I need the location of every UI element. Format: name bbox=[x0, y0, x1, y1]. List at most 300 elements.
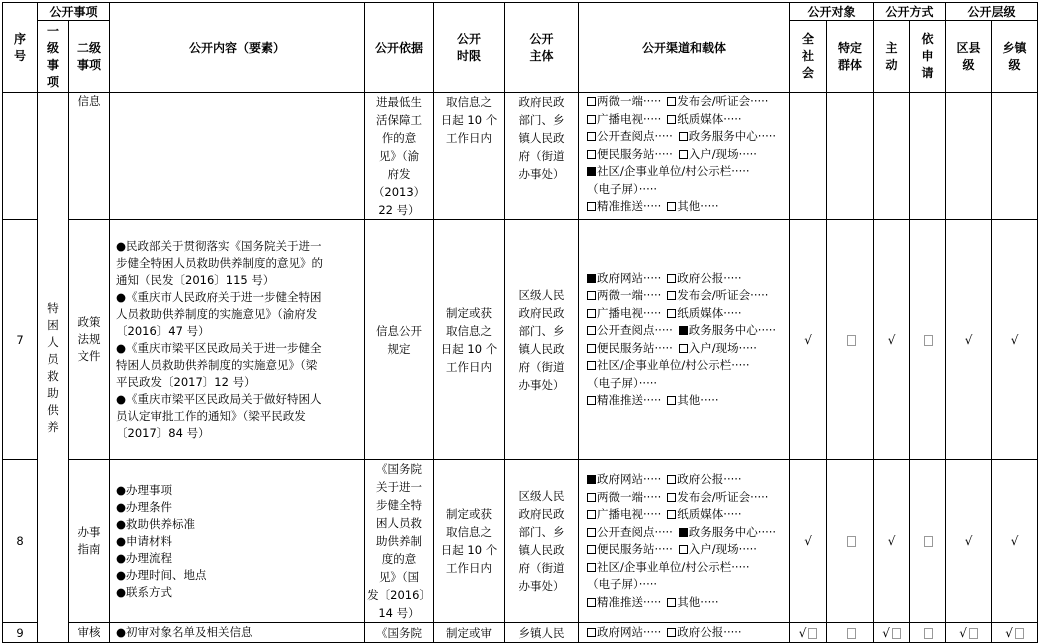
cell-line: 困人员救 bbox=[376, 516, 423, 530]
channel-line bbox=[587, 506, 787, 524]
mark-all-society-value: √ bbox=[804, 332, 812, 347]
cell-line: 《国务院 bbox=[376, 625, 423, 640]
cell-line: 取信息之 bbox=[446, 95, 493, 109]
secondary-item-label: 政策法规文件 bbox=[77, 315, 101, 363]
cell-line: 日起 10 个 bbox=[440, 341, 498, 356]
channel-item[interactable] bbox=[587, 490, 661, 504]
channel-item[interactable] bbox=[667, 472, 741, 486]
channel-label: 政府网站 bbox=[597, 472, 644, 486]
cell-line: 制定或获 bbox=[446, 305, 493, 320]
cell-lines bbox=[367, 93, 431, 219]
checkbox-icon[interactable] bbox=[667, 396, 676, 405]
col-neirong bbox=[110, 3, 365, 93]
mark-all-society-value: √ bbox=[804, 534, 812, 548]
channel-label: 社区/企事业单位/村公示栏 bbox=[597, 559, 732, 574]
dot-leader: ····· bbox=[643, 94, 662, 108]
dot-leader: ····· bbox=[723, 507, 742, 521]
channel-item[interactable] bbox=[587, 595, 661, 609]
channel-line bbox=[587, 559, 787, 577]
channel-item[interactable] bbox=[679, 341, 757, 355]
checkbox-icon[interactable] bbox=[679, 545, 688, 554]
disclosure-subject bbox=[505, 460, 579, 623]
dot-leader: ····· bbox=[731, 358, 750, 372]
channel-item[interactable] bbox=[587, 112, 661, 126]
channel-line bbox=[587, 524, 787, 542]
channel-item[interactable] bbox=[679, 525, 776, 539]
channel-item[interactable] bbox=[667, 94, 768, 108]
channel-item[interactable] bbox=[679, 323, 776, 337]
checkbox-icon[interactable] bbox=[667, 97, 676, 106]
col-zhuti: 公开主体 bbox=[505, 3, 579, 93]
channel-label: 政府公报 bbox=[677, 472, 724, 486]
dot-leader: ····· bbox=[750, 489, 769, 504]
cell-line: 政府民政 bbox=[518, 507, 565, 521]
dot-leader: ····· bbox=[643, 288, 662, 302]
cell-line: 府（街道 bbox=[518, 561, 565, 575]
channel-label: 广播电视 bbox=[597, 111, 644, 126]
checkbox-icon[interactable] bbox=[587, 115, 596, 124]
dot-leader: ····· bbox=[654, 340, 673, 355]
cell-line: 工作日内 bbox=[446, 561, 493, 575]
mark-county-level bbox=[946, 460, 992, 623]
channel-label: 其他 bbox=[677, 594, 701, 609]
channel-item[interactable] bbox=[679, 147, 757, 161]
checkbox-icon[interactable] bbox=[667, 475, 676, 484]
cell-line: 府发 bbox=[387, 167, 411, 181]
empty-box-icon bbox=[1015, 628, 1024, 639]
checkbox-icon[interactable] bbox=[587, 361, 596, 370]
col-yishenqing: 依申请 bbox=[910, 21, 946, 93]
channel-label: 便民服务站 bbox=[597, 542, 655, 556]
channel-line bbox=[587, 128, 787, 146]
empty-box-icon bbox=[847, 536, 856, 547]
dot-leader: ····· bbox=[643, 489, 662, 504]
channel-item[interactable] bbox=[587, 271, 661, 285]
cell-line: 镇人民政 bbox=[518, 341, 565, 356]
channel-label: 社区/企事业单位/村公示栏 bbox=[597, 164, 732, 178]
cell-lines bbox=[436, 505, 502, 577]
channel-label: 精准推送 bbox=[597, 594, 644, 609]
disclosure-content bbox=[110, 220, 365, 460]
checkbox-icon[interactable] bbox=[667, 291, 676, 300]
col-yiji: 一级事项 bbox=[38, 21, 69, 93]
channel-item[interactable] bbox=[587, 507, 661, 521]
cell-lines bbox=[436, 93, 502, 147]
dot-leader: ····· bbox=[654, 129, 673, 143]
channel-item[interactable] bbox=[587, 199, 661, 213]
mark-proactive bbox=[874, 220, 910, 460]
cell-lines bbox=[367, 460, 431, 622]
channel-label: 发布会/听证会 bbox=[677, 288, 751, 302]
cell-line: 关于进一 bbox=[376, 480, 423, 494]
channel-line bbox=[587, 146, 787, 164]
cell-line: 见》（渝 bbox=[378, 149, 420, 163]
channel-item[interactable] bbox=[667, 112, 741, 126]
channel-label: 广播电视 bbox=[597, 305, 644, 320]
cell-line: 22 号） bbox=[378, 203, 420, 217]
dot-leader: ····· bbox=[643, 472, 662, 486]
checkbox-icon[interactable] bbox=[667, 628, 676, 637]
channel-item[interactable] bbox=[587, 288, 661, 302]
cell-lines bbox=[507, 286, 576, 394]
cell-line: ●《重庆市梁平区民政局关于进一步健全 bbox=[116, 340, 322, 355]
dot-leader: ····· bbox=[757, 323, 777, 337]
mark-county-level-value: √ bbox=[959, 625, 967, 640]
empty-box-icon bbox=[924, 335, 933, 346]
channel-item[interactable] bbox=[667, 306, 741, 320]
mark-all-society bbox=[790, 93, 827, 220]
cell-line: 政府民政 bbox=[518, 305, 565, 320]
dot-leader: ····· bbox=[723, 624, 742, 639]
cell-lines bbox=[507, 624, 576, 642]
dot-leader: ····· bbox=[638, 375, 658, 390]
dot-leader: ····· bbox=[723, 305, 742, 320]
mark-county-level-value: √ bbox=[964, 534, 973, 548]
empty-box-icon bbox=[892, 628, 901, 639]
primary-item-cell bbox=[38, 93, 69, 643]
dot-leader: ····· bbox=[654, 146, 673, 161]
channel-label: 纸质媒体 bbox=[677, 111, 724, 126]
cell-line: 办事处） bbox=[518, 167, 565, 181]
col-erji: 二级事项 bbox=[69, 21, 110, 93]
checkbox-icon[interactable] bbox=[587, 97, 596, 106]
cell-lines bbox=[116, 624, 362, 641]
channel-line bbox=[587, 489, 787, 507]
checked-box-icon[interactable] bbox=[679, 528, 688, 537]
disclosure-subject bbox=[505, 93, 579, 220]
disclosure-channels bbox=[579, 220, 790, 460]
cell-line: 府（街道 bbox=[518, 149, 565, 163]
disclosure-basis bbox=[365, 93, 434, 220]
cell-line: 平民政发〔2017〕12 号） bbox=[116, 374, 256, 389]
dot-leader: ····· bbox=[643, 270, 662, 285]
channel-line bbox=[587, 392, 787, 410]
channel-line bbox=[587, 270, 787, 288]
checkbox-icon[interactable] bbox=[667, 309, 676, 318]
cell-line: ●联系方式 bbox=[116, 584, 173, 599]
channel-line bbox=[587, 340, 787, 358]
channel-label: 公开查阅点 bbox=[597, 129, 655, 143]
cell-line: ●初审对象名单及相关信息 bbox=[116, 625, 253, 639]
channel-label: 精准推送 bbox=[597, 199, 644, 213]
channel-item[interactable] bbox=[667, 288, 768, 302]
disclosure-time-limit bbox=[434, 220, 505, 460]
checkbox-icon[interactable] bbox=[587, 132, 596, 141]
disclosure-basis bbox=[365, 623, 434, 643]
checkbox-icon[interactable] bbox=[587, 202, 596, 211]
empty-box-icon bbox=[969, 628, 978, 639]
col-qudao: 公开渠道和载体 bbox=[579, 3, 790, 93]
dot-leader: ····· bbox=[643, 111, 662, 126]
table-row bbox=[3, 623, 1038, 643]
dot-leader: ····· bbox=[654, 542, 673, 556]
channel-line bbox=[587, 541, 787, 559]
cell-line: ●办理时间、地点 bbox=[116, 567, 207, 582]
channel-label: （电子屏） bbox=[587, 181, 639, 196]
channel-item[interactable] bbox=[667, 595, 718, 609]
cell-line: 部门、乡 bbox=[518, 525, 565, 539]
col-quanshehui: 全社会 bbox=[790, 21, 827, 93]
mark-township-level bbox=[992, 220, 1038, 460]
disclosure-time-limit bbox=[434, 93, 505, 220]
checkbox-icon[interactable] bbox=[679, 150, 688, 159]
cell-lines bbox=[507, 93, 576, 183]
cell-line: 人员救助供养制度的实施意见》（渝府发 bbox=[116, 306, 318, 321]
cell-line: 规定 bbox=[387, 341, 411, 356]
mark-proactive-value: √ bbox=[887, 534, 896, 548]
disclosure-time-limit bbox=[434, 460, 505, 623]
mark-specific-group bbox=[827, 220, 874, 460]
cell-line: 14 号） bbox=[378, 606, 420, 620]
col-group-duixiang: 公开对象 bbox=[790, 3, 874, 21]
channel-label: 入户/现场 bbox=[688, 146, 739, 161]
channel-label: 入户/现场 bbox=[688, 542, 739, 556]
secondary-item-label: 信息 bbox=[77, 94, 101, 108]
cell-line: 部门、乡 bbox=[518, 323, 565, 338]
cell-line: ●办理条件 bbox=[116, 499, 173, 514]
checkbox-icon[interactable] bbox=[587, 628, 596, 637]
channel-item[interactable] bbox=[587, 323, 673, 337]
channel-label: 政府网站 bbox=[597, 270, 644, 285]
mark-township-level bbox=[992, 93, 1038, 220]
channel-line bbox=[587, 322, 787, 340]
channel-line bbox=[587, 357, 787, 375]
dot-leader: ····· bbox=[750, 288, 769, 302]
mark-township-level-value: √ bbox=[1005, 625, 1013, 640]
cell-line: 取信息之 bbox=[446, 323, 493, 338]
disclosure-channels bbox=[579, 460, 790, 623]
checked-box-icon[interactable] bbox=[587, 167, 596, 176]
channel-line bbox=[587, 576, 787, 594]
cell-line: ●《重庆市人民政府关于进一步健全特困 bbox=[116, 289, 322, 304]
mark-all-society-value: √ bbox=[798, 625, 807, 640]
mark-specific-group bbox=[827, 623, 874, 643]
channel-label: 公开查阅点 bbox=[597, 323, 655, 337]
channel-item[interactable] bbox=[587, 341, 673, 355]
cell-line: 办事处） bbox=[518, 377, 565, 392]
dot-leader: ····· bbox=[638, 181, 658, 196]
channel-item[interactable] bbox=[587, 129, 673, 143]
checkbox-icon[interactable] bbox=[587, 510, 596, 519]
mark-township-level bbox=[992, 623, 1038, 643]
mark-all-society bbox=[790, 460, 827, 623]
mark-on-request bbox=[910, 93, 946, 220]
checkbox-icon[interactable] bbox=[667, 598, 676, 607]
mark-all-society bbox=[790, 623, 827, 643]
secondary-item bbox=[69, 93, 110, 220]
col-quxian: 区县级 bbox=[946, 21, 992, 93]
dot-leader: ····· bbox=[738, 340, 757, 355]
mark-proactive bbox=[874, 623, 910, 643]
channel-line bbox=[587, 198, 787, 216]
channel-item[interactable] bbox=[587, 306, 661, 320]
cell-line: ●《重庆市梁平区民政局关于做好特困人 bbox=[116, 391, 322, 406]
channel-line bbox=[587, 93, 787, 111]
channel-label: 两微一端 bbox=[597, 489, 644, 504]
channel-label: 便民服务站 bbox=[597, 146, 655, 161]
col-group-shixiang: 公开事项 bbox=[38, 3, 110, 21]
cell-line: 取信息之 bbox=[446, 525, 493, 539]
mark-township-level-value: √ bbox=[1010, 534, 1019, 548]
cell-line: ●申请材料 bbox=[116, 533, 173, 548]
channel-item[interactable] bbox=[679, 542, 757, 556]
cell-line: ●办理流程 bbox=[116, 550, 173, 565]
channel-label: 政府公报 bbox=[677, 270, 724, 285]
channel-item[interactable] bbox=[667, 199, 718, 213]
cell-lines bbox=[436, 304, 502, 376]
table-row bbox=[3, 220, 1038, 460]
col-xuhao: 序号 bbox=[3, 3, 38, 93]
dot-leader: ····· bbox=[750, 94, 769, 108]
channel-label: 纸质媒体 bbox=[677, 507, 724, 521]
empty-box-icon bbox=[808, 628, 817, 639]
cell-line: 办事处） bbox=[518, 579, 565, 593]
cell-line: 镇人民政 bbox=[518, 131, 565, 145]
checkbox-icon[interactable] bbox=[587, 326, 596, 335]
cell-line: ●办理事项 bbox=[116, 482, 173, 497]
checkbox-icon[interactable] bbox=[679, 132, 688, 141]
mark-proactive bbox=[874, 93, 910, 220]
checkbox-icon[interactable] bbox=[587, 150, 596, 159]
cell-line: 〔2016〕47 号） bbox=[116, 323, 210, 338]
cell-lines bbox=[507, 487, 576, 595]
checkbox-icon[interactable] bbox=[667, 493, 676, 502]
disclosure-content bbox=[110, 623, 365, 643]
mark-proactive bbox=[874, 460, 910, 623]
channel-item[interactable] bbox=[587, 542, 673, 556]
checkbox-icon[interactable] bbox=[679, 344, 688, 353]
channel-label: 政务服务中心 bbox=[688, 323, 758, 337]
cell-line: 度的意 bbox=[381, 552, 417, 566]
checked-box-icon[interactable] bbox=[587, 274, 596, 283]
disclosure-subject bbox=[505, 220, 579, 460]
cell-line: 〔2017〕84 号） bbox=[116, 425, 210, 440]
dot-leader: ····· bbox=[643, 199, 662, 213]
checked-box-icon[interactable] bbox=[679, 326, 688, 335]
cell-lines bbox=[367, 322, 431, 358]
channel-item[interactable] bbox=[587, 393, 661, 407]
secondary-item bbox=[69, 220, 110, 460]
checkbox-icon[interactable] bbox=[667, 274, 676, 283]
checkbox-icon[interactable] bbox=[587, 396, 596, 405]
dot-leader: ····· bbox=[731, 559, 750, 574]
channel-label: 广播电视 bbox=[597, 507, 644, 521]
channel-item[interactable] bbox=[587, 625, 661, 639]
cell-line: 乡镇人民 bbox=[518, 625, 565, 640]
disclosure-content bbox=[110, 93, 365, 220]
cell-line: 日起 10 个 bbox=[440, 543, 498, 557]
cell-line: 工作日内 bbox=[446, 359, 493, 374]
mark-on-request bbox=[910, 460, 946, 623]
primary-item-label: 特困人员救助供养 bbox=[47, 300, 59, 434]
cell-lines bbox=[367, 624, 431, 642]
checkbox-icon[interactable] bbox=[587, 291, 596, 300]
col-group-cengji: 公开层级 bbox=[946, 3, 1038, 21]
cell-line: 部门、乡 bbox=[518, 113, 565, 127]
disclosure-channels bbox=[579, 93, 790, 220]
cell-line: 活保障工 bbox=[376, 113, 423, 127]
checkbox-icon[interactable] bbox=[587, 309, 596, 318]
dot-leader: ····· bbox=[700, 393, 719, 407]
dot-leader: ····· bbox=[643, 594, 662, 609]
dot-leader: ····· bbox=[723, 111, 742, 126]
checkbox-icon[interactable] bbox=[587, 493, 596, 502]
channel-item[interactable] bbox=[679, 129, 776, 143]
checkbox-icon[interactable] bbox=[587, 528, 596, 537]
dot-leader: ····· bbox=[654, 524, 673, 539]
checkbox-icon[interactable] bbox=[667, 115, 676, 124]
channel-item[interactable] bbox=[587, 560, 750, 574]
dot-leader: ····· bbox=[643, 393, 662, 407]
channel-label: 其他 bbox=[677, 199, 701, 213]
cell-line: 发〔2016〕 bbox=[367, 588, 431, 602]
cell-line: 助供养制 bbox=[376, 534, 423, 548]
dot-leader: ····· bbox=[757, 129, 777, 143]
cell-line: 日起 10 个 bbox=[440, 113, 498, 127]
cell-line: 《国务院 bbox=[376, 462, 423, 476]
channel-item[interactable] bbox=[667, 271, 741, 285]
dot-leader: ····· bbox=[738, 542, 757, 556]
checkbox-icon[interactable] bbox=[587, 545, 596, 554]
disclosure-subject bbox=[505, 623, 579, 643]
channel-item[interactable] bbox=[667, 393, 718, 407]
channel-item[interactable] bbox=[587, 164, 750, 178]
checkbox-icon[interactable] bbox=[667, 202, 676, 211]
checkbox-icon[interactable] bbox=[587, 598, 596, 607]
checkbox-icon[interactable] bbox=[587, 344, 596, 353]
dot-leader: ····· bbox=[700, 199, 719, 213]
cell-line: 工作日内 bbox=[446, 131, 493, 145]
mark-county-level bbox=[946, 623, 992, 643]
channel-label: 精准推送 bbox=[597, 393, 644, 407]
channel-item[interactable] bbox=[587, 182, 657, 196]
channel-label: 政务服务中心 bbox=[688, 524, 758, 539]
channel-item[interactable] bbox=[667, 507, 741, 521]
channel-item[interactable] bbox=[667, 625, 741, 639]
neirong-label: 公开内容（要素） bbox=[189, 40, 286, 55]
mark-on-request bbox=[910, 623, 946, 643]
cell-lines bbox=[436, 624, 502, 642]
channel-item[interactable] bbox=[587, 358, 750, 372]
mark-county-level bbox=[946, 93, 992, 220]
channel-item[interactable] bbox=[587, 525, 673, 539]
dot-leader: ····· bbox=[643, 624, 662, 639]
checkbox-icon[interactable] bbox=[667, 510, 676, 519]
disclosure-time-limit bbox=[434, 623, 505, 643]
cell-line: 特困人员救助供养制度的实施意见》（梁 bbox=[116, 357, 318, 372]
channel-item[interactable] bbox=[667, 490, 768, 504]
channel-item[interactable] bbox=[587, 147, 673, 161]
channel-item[interactable] bbox=[587, 472, 661, 486]
channel-item[interactable] bbox=[587, 94, 661, 108]
col-zhudong: 主动 bbox=[874, 21, 910, 93]
mark-county-level bbox=[946, 220, 992, 460]
secondary-item bbox=[69, 623, 110, 643]
empty-box-icon bbox=[924, 536, 933, 547]
cell-line: 制定或获 bbox=[446, 507, 493, 521]
cell-line: 区级人民 bbox=[518, 287, 565, 302]
dot-leader: ····· bbox=[638, 577, 658, 591]
checked-box-icon[interactable] bbox=[587, 475, 596, 484]
cell-line: 通知（民发〔2016〕115 号） bbox=[116, 272, 275, 287]
disclosure-content bbox=[110, 460, 365, 623]
cell-line: 进最低生 bbox=[376, 95, 423, 109]
channel-item[interactable] bbox=[587, 577, 657, 591]
channel-item[interactable] bbox=[587, 376, 657, 390]
channel-line bbox=[587, 594, 787, 612]
mark-all-society bbox=[790, 220, 827, 460]
checkbox-icon[interactable] bbox=[587, 563, 596, 572]
